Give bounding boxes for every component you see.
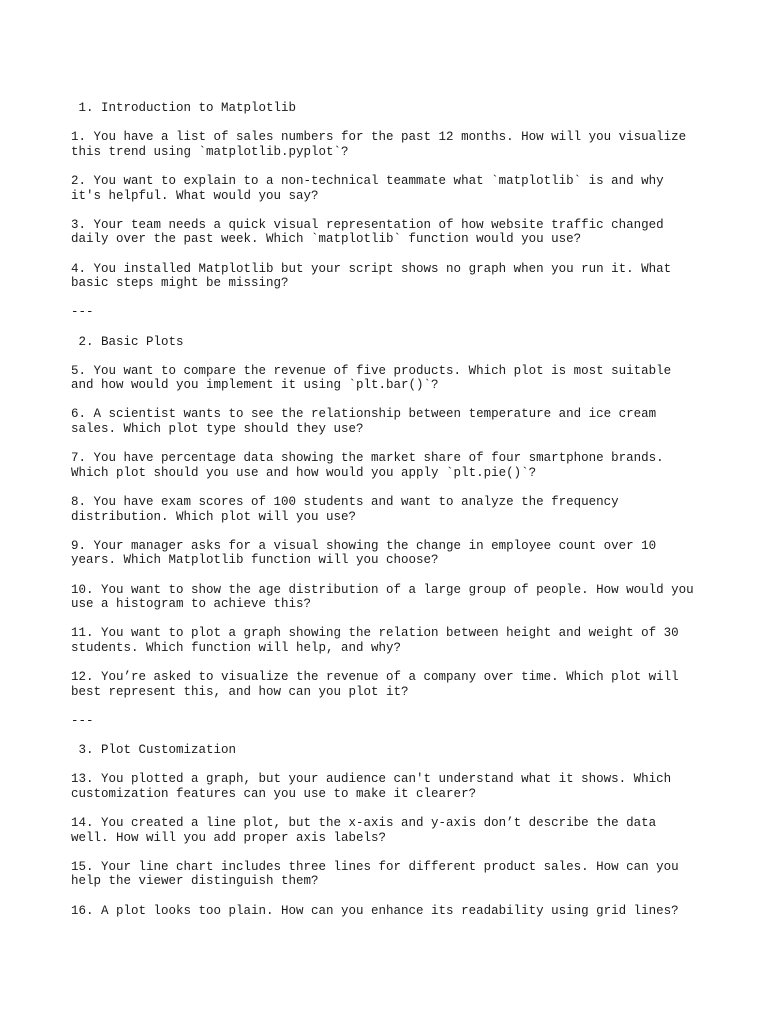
question-line: 7. You have percentage data showing the market share of four smartphone brands. — [71, 451, 664, 466]
question-line: Which plot should you use and how would you apply `plt.pie()`? — [71, 465, 537, 480]
question-line: daily over the past week. Which `matplotlib` function would you use? — [71, 232, 582, 247]
question-item — [71, 262, 711, 291]
question-line: and how would you implement it using `plt.bar()`? — [71, 378, 439, 393]
question-line: basic steps might be missing? — [71, 276, 289, 291]
question-item — [71, 860, 711, 889]
question-item — [71, 451, 711, 480]
question-line: customization features can you use to make it clearer? — [71, 786, 477, 801]
question-line: years. Which Matplotlib function will you choose? — [71, 553, 439, 568]
question-line: 4. You installed Matplotlib but your script shows no graph when you run it. What — [71, 261, 672, 276]
question-item — [71, 539, 711, 568]
question-line: 9. Your manager asks for a visual showing the change in employee count over 10 — [71, 538, 657, 553]
section-divider: --- — [71, 305, 94, 320]
question-line: 1. You have a list of sales numbers for the past 12 months. How will you visualize — [71, 130, 687, 145]
section-heading-plot-customization: 3. Plot Customization — [71, 743, 237, 758]
question-line: 13. You plotted a graph, but your audience can't understand what it shows. Which — [71, 772, 672, 787]
question-line: 14. You created a line plot, but the x-axis and y-axis don’t describe the data — [71, 816, 657, 831]
question-line: 5. You want to compare the revenue of five products. Which plot is most suitable — [71, 363, 672, 378]
question-item — [71, 583, 711, 612]
question-line: 6. A scientist wants to see the relationship between temperature and ice cream — [71, 407, 657, 422]
question-line: 11. You want to plot a graph showing the relation between height and weight of 30 — [71, 626, 679, 641]
question-item — [71, 495, 711, 524]
question-line: sales. Which plot type should they use? — [71, 422, 364, 437]
question-item — [71, 364, 711, 393]
question-item — [71, 816, 711, 845]
question-item — [71, 904, 711, 919]
question-line: 12. You’re asked to visualize the revenue of a company over time. Which plot will — [71, 670, 679, 685]
question-line: students. Which function will help, and why? — [71, 640, 402, 655]
question-item — [71, 407, 711, 436]
question-item — [71, 174, 711, 203]
section-heading-introduction: 1. Introduction to Matplotlib — [71, 101, 297, 115]
question-item — [71, 626, 711, 655]
question-line: 15. Your line chart includes three lines for different product sales. How can you — [71, 859, 679, 874]
section-divider: --- — [71, 713, 94, 728]
question-line: help the viewer distinguish them? — [71, 874, 319, 889]
question-item — [71, 772, 711, 801]
question-line: 3. Your team needs a quick visual representation of how website traffic changed — [71, 217, 664, 232]
question-item — [71, 130, 711, 159]
question-line: 8. You have exam scores of 100 students and want to analyze the frequency — [71, 495, 619, 510]
question-line: this trend using `matplotlib.pyplot`? — [71, 144, 349, 159]
document-page — [71, 101, 711, 933]
question-line: 16. A plot looks too plain. How can you enhance its readability using grid lines? — [71, 903, 679, 918]
question-line: well. How will you add proper axis labels? — [71, 830, 387, 845]
question-line: 2. You want to explain to a non-technical teammate what `matplotlib` is and why — [71, 173, 664, 188]
question-item — [71, 670, 711, 699]
question-line: 10. You want to show the age distribution of a large group of people. How would you — [71, 582, 694, 597]
question-item — [71, 218, 711, 247]
question-line: distribution. Which plot will you use? — [71, 509, 357, 524]
question-line: best represent this, and how can you plot it? — [71, 684, 409, 699]
question-line: use a histogram to achieve this? — [71, 597, 312, 612]
section-heading-basic-plots: 2. Basic Plots — [71, 334, 184, 349]
question-line: it's helpful. What would you say? — [71, 188, 319, 203]
